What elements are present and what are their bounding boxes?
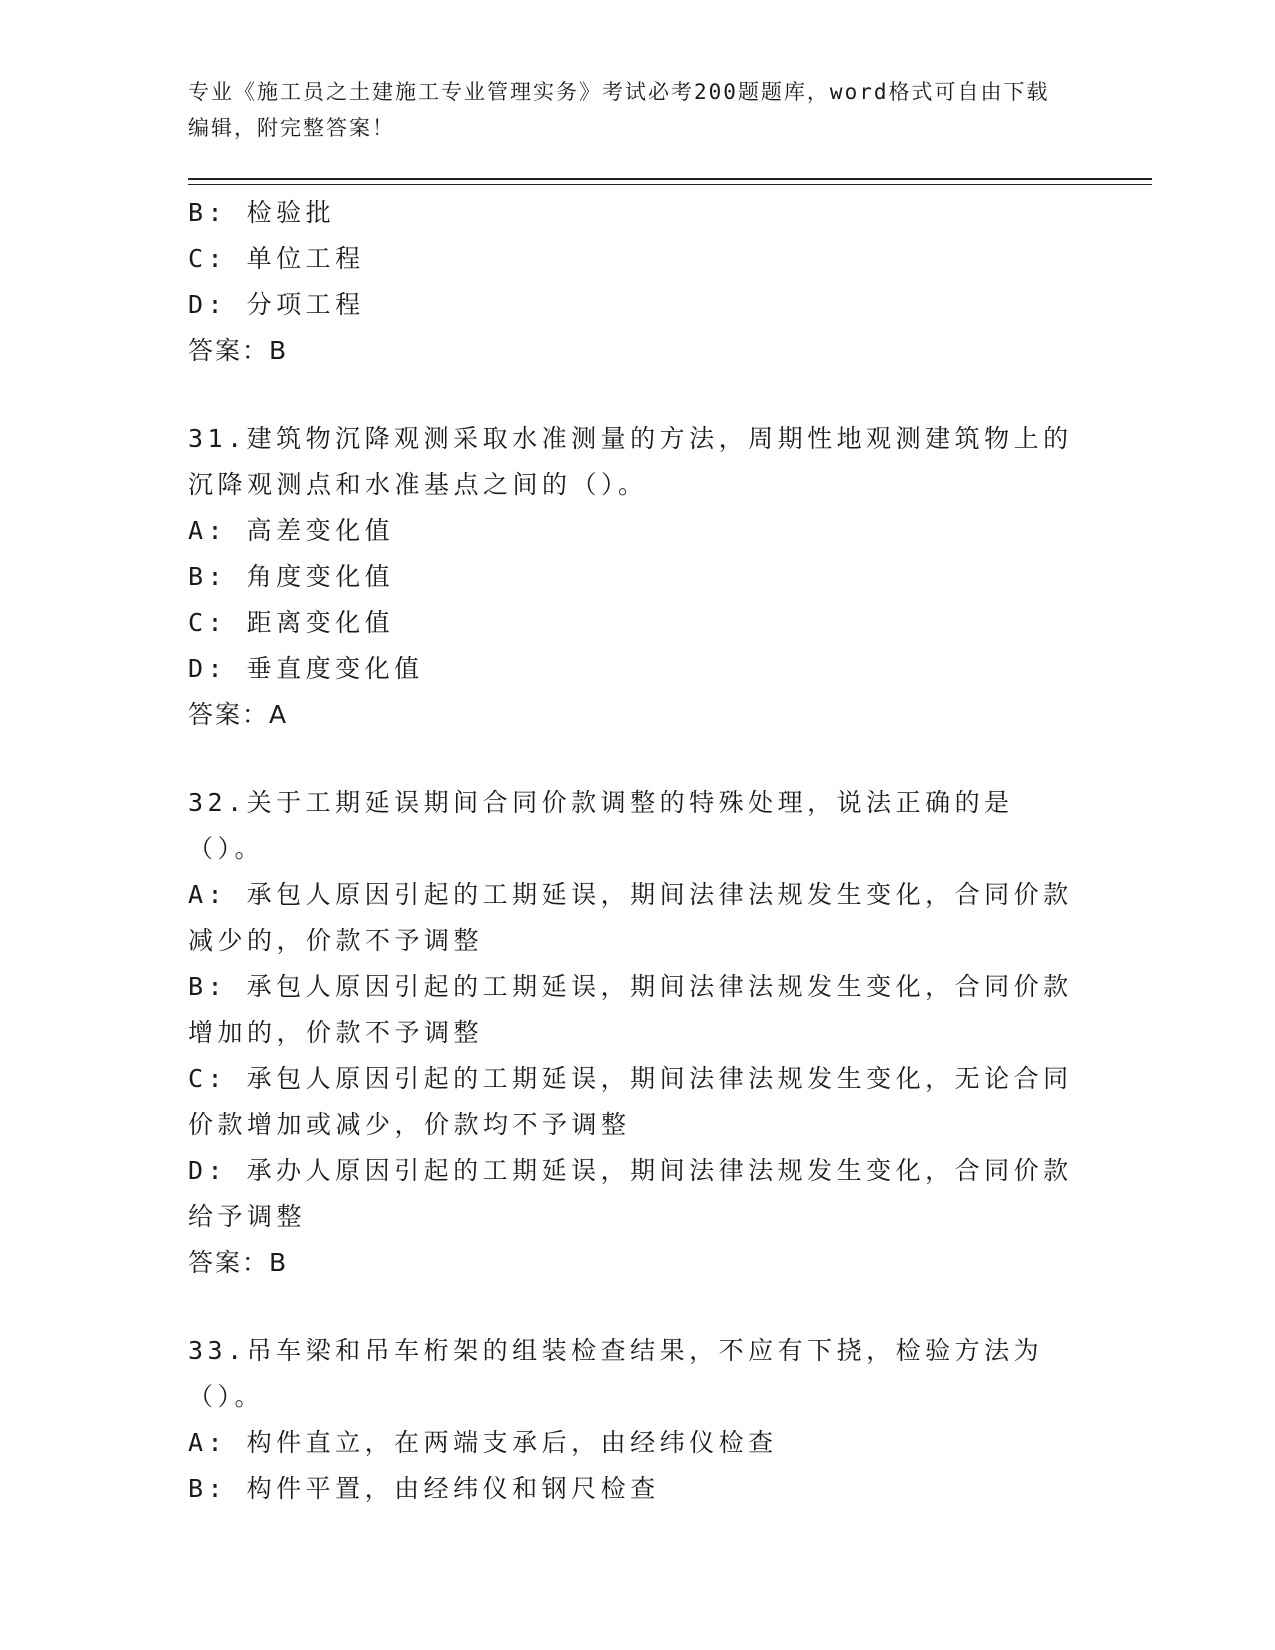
question-31-block (188, 416, 1088, 738)
option-b: B: 承包人原因引起的工期延误，期间法律法规发生变化，合同价款增加的，价款不予调整 (188, 972, 1073, 1047)
question-30-block (188, 190, 1088, 374)
answer: 答案：B (188, 1248, 289, 1277)
question-text: 31.建筑物沉降观测采取水准测量的方法，周期性地观测建筑物上的沉降观测点和水准基点之间的（）。 (188, 424, 1073, 499)
question-32-block (188, 780, 1088, 1286)
option-c: C: 距离变化值 (188, 608, 395, 637)
option-c: C: 承包人原因引起的工期延误，期间法律法规发生变化，无论合同价款增加或减少，价款均不予调整 (188, 1064, 1073, 1139)
option-c: C: 单位工程 (188, 244, 365, 273)
option-a: A: 承包人原因引起的工期延误，期间法律法规发生变化，合同价款减少的，价款不予调整 (188, 880, 1073, 955)
option-b: B: 角度变化值 (188, 562, 395, 591)
option-d: D: 承办人原因引起的工期延误，期间法律法规发生变化，合同价款给予调整 (188, 1156, 1073, 1231)
document-header: 专业《施工员之土建施工专业管理实务》考试必考200题题库，word格式可自由下载编辑，附完整答案！ (188, 80, 1050, 140)
answer: 答案：A (188, 700, 289, 729)
option-a: A: 构件直立，在两端支承后，由经纬仪检查 (188, 1428, 778, 1457)
option-b: B: 检验批 (188, 198, 336, 227)
question-text: 32.关于工期延误期间合同价款调整的特殊处理，说法正确的是（）。 (188, 788, 1014, 863)
question-list (188, 190, 1088, 1512)
option-b: B: 构件平置，由经纬仪和钢尺检查 (188, 1474, 660, 1503)
answer: 答案：B (188, 336, 289, 365)
question-text: 33.吊车梁和吊车桁架的组装检查结果，不应有下挠，检验方法为（）。 (188, 1336, 1044, 1411)
option-d: D: 垂直度变化值 (188, 654, 424, 683)
question-33-block (188, 1328, 1088, 1512)
option-a: A: 高差变化值 (188, 516, 395, 545)
option-d: D: 分项工程 (188, 290, 365, 319)
header-rule-thick (188, 178, 1152, 180)
header-rule-thin (188, 184, 1152, 185)
